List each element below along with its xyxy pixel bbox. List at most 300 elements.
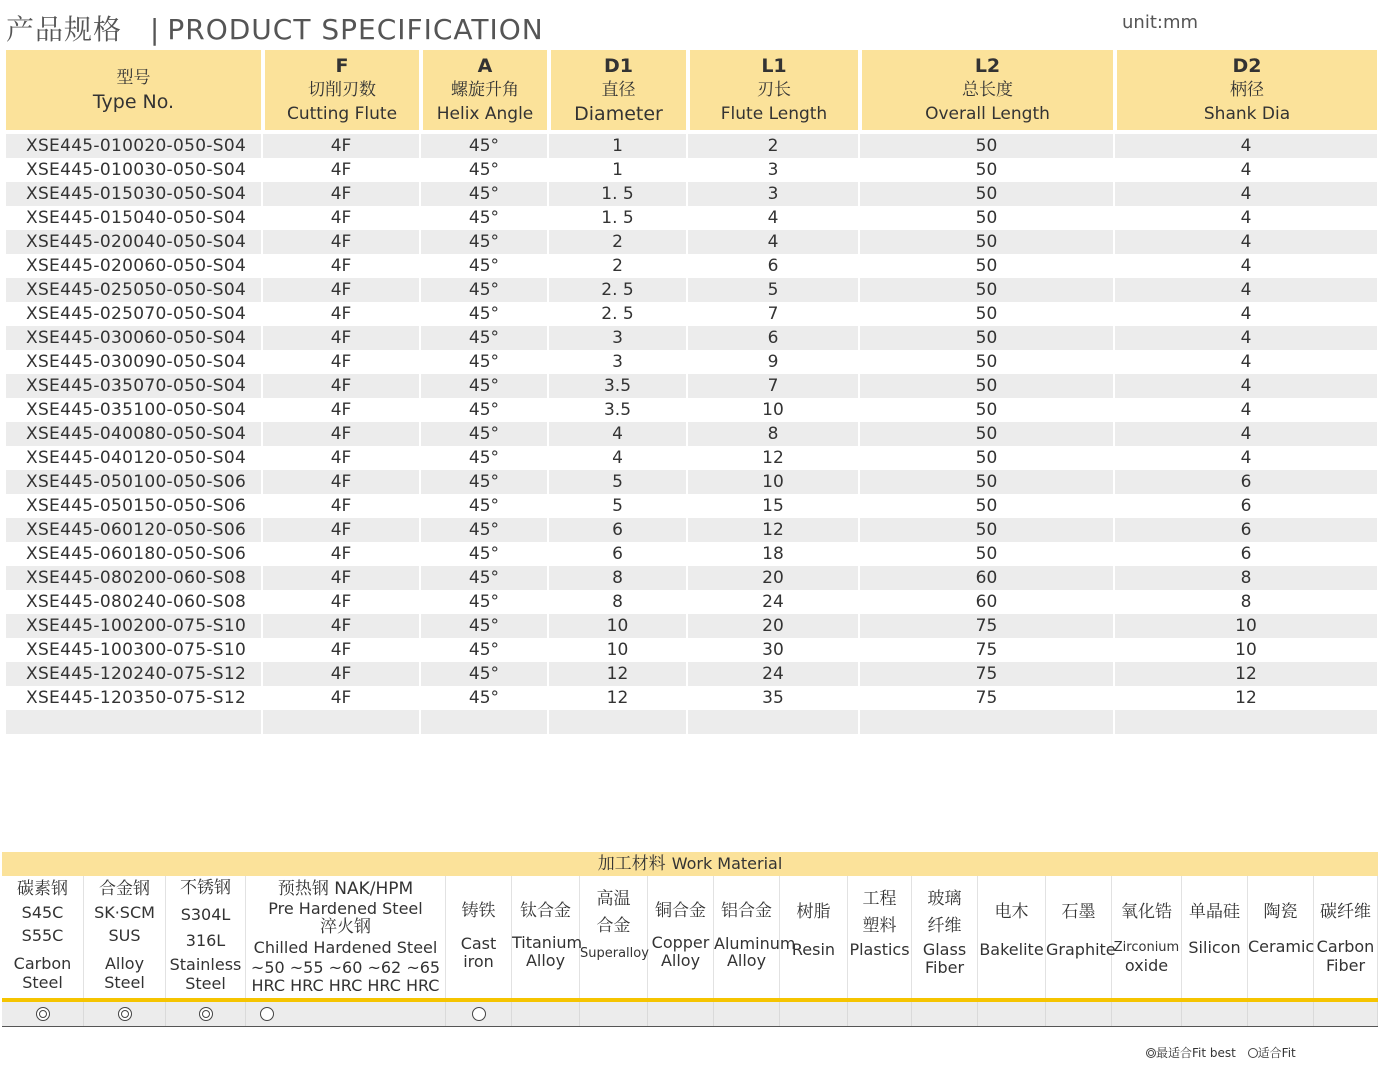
- work-material-grid: [2, 876, 1378, 998]
- table-cell: XSE445-020040-050-S04: [6, 230, 261, 254]
- table-row: [6, 542, 1377, 566]
- table-cell: 12: [1113, 686, 1377, 710]
- work-material-label: 纤维: [927, 916, 962, 936]
- work-material-column: [978, 876, 1046, 998]
- table-cell: XSE445-080240-060-S08: [6, 590, 261, 614]
- work-material-column: [246, 876, 446, 998]
- work-material-label: Chilled Hardened Steel: [253, 938, 438, 957]
- work-material-label: Copper: [651, 933, 710, 952]
- table-cell: 10: [1113, 614, 1377, 638]
- table-row: [6, 350, 1377, 374]
- title-en: PRODUCT SPECIFICATION: [167, 13, 544, 46]
- header-flute-length: [686, 50, 858, 130]
- work-material-label: 高温: [596, 889, 631, 909]
- work-material-label: Plastics: [849, 940, 910, 959]
- suitability-cell: [84, 1002, 166, 1026]
- table-cell: 6: [1113, 470, 1377, 494]
- table-cell: 4F: [261, 422, 419, 446]
- work-material-label: 工程: [862, 889, 897, 909]
- table-cell: 4F: [261, 182, 419, 206]
- table-row: [6, 302, 1377, 326]
- table-cell: 4F: [261, 350, 419, 374]
- table-cell: 50: [858, 446, 1113, 470]
- suitability-cell: [2, 1002, 84, 1026]
- table-cell: 2: [686, 134, 858, 158]
- table-cell: 35: [686, 686, 858, 710]
- header-en: Cutting Flute: [286, 104, 398, 124]
- table-cell: 12: [547, 686, 686, 710]
- work-material-label: iron: [463, 952, 494, 971]
- table-cell: XSE445-120350-075-S12: [6, 686, 261, 710]
- table-cell: 3: [547, 326, 686, 350]
- table-cell: 50: [858, 230, 1113, 254]
- table-cell: 4: [1113, 182, 1377, 206]
- table-cell: XSE445-100200-075-S10: [6, 614, 261, 638]
- header-en: Overall Length: [925, 104, 1050, 124]
- work-material-label: 石墨: [1061, 902, 1096, 922]
- suitability-cell: [512, 1002, 580, 1026]
- table-cell: [261, 710, 419, 734]
- table-cell: 4F: [261, 494, 419, 518]
- table-row: [6, 422, 1377, 446]
- header-zh: 型号: [116, 68, 151, 88]
- work-material-label: 合金钢: [99, 879, 150, 899]
- table-cell: 6: [547, 542, 686, 566]
- work-material-label: Carbon: [13, 954, 72, 973]
- header-en: Shank Dia: [1203, 104, 1291, 124]
- table-cell: 45°: [419, 350, 547, 374]
- table-cell: 45°: [419, 566, 547, 590]
- table-cell: 45°: [419, 326, 547, 350]
- header-shank-dia: [1113, 50, 1377, 130]
- table-cell: 10: [686, 470, 858, 494]
- suitability-cell: [1112, 1002, 1182, 1026]
- work-material-label: Fiber: [924, 958, 965, 977]
- work-material-suitability-row: [2, 1002, 1378, 1027]
- table-cell: 24: [686, 662, 858, 686]
- table-cell: 50: [858, 182, 1113, 206]
- unit-label: unit:mm: [1122, 12, 1199, 33]
- suitability-cell: [912, 1002, 978, 1026]
- table-cell: 4: [1113, 374, 1377, 398]
- work-material-label: Steel: [104, 973, 145, 992]
- page-title: [6, 8, 544, 48]
- table-row: [6, 614, 1377, 638]
- table-cell: 45°: [419, 662, 547, 686]
- table-cell: XSE445-040080-050-S04: [6, 422, 261, 446]
- table-cell: 45°: [419, 542, 547, 566]
- fit-best-icon: [118, 1007, 132, 1021]
- table-cell: 50: [858, 374, 1113, 398]
- table-cell: XSE445-025070-050-S04: [6, 302, 261, 326]
- table-cell: 4F: [261, 614, 419, 638]
- table-cell: 6: [547, 518, 686, 542]
- table-cell: 45°: [419, 686, 547, 710]
- table-cell: [1113, 710, 1377, 734]
- work-material-label: Alloy: [104, 954, 145, 973]
- work-material-column: [1182, 876, 1248, 998]
- suitability-cell: [1182, 1002, 1248, 1026]
- table-cell: XSE445-025050-050-S04: [6, 278, 261, 302]
- table-cell: XSE445-010030-050-S04: [6, 158, 261, 182]
- table-cell: 45°: [419, 182, 547, 206]
- table-cell: 4F: [261, 326, 419, 350]
- work-material-label: ~50 ~55 ~60 ~62 ~65: [250, 958, 441, 977]
- table-row: [6, 518, 1377, 542]
- table-row: [6, 686, 1377, 710]
- table-cell: 45°: [419, 230, 547, 254]
- table-cell: 1. 5: [547, 182, 686, 206]
- work-material-column: [166, 876, 246, 998]
- table-cell: 75: [858, 614, 1113, 638]
- work-material-label: Carbon: [1316, 937, 1375, 956]
- table-row: [6, 398, 1377, 422]
- work-material-label: SUS: [108, 926, 141, 945]
- header-en: Helix Angle: [436, 104, 534, 124]
- table-cell: 2: [547, 230, 686, 254]
- header-zh: 刃长: [757, 80, 791, 100]
- table-cell: 8: [1113, 566, 1377, 590]
- work-material-label: 玻璃: [927, 889, 962, 909]
- table-cell: 3: [686, 158, 858, 182]
- table-row: [6, 374, 1377, 398]
- table-cell: 4F: [261, 542, 419, 566]
- work-material-bar: [2, 852, 1378, 876]
- work-material-label: Superalloy: [580, 946, 649, 961]
- work-material-label: oxide: [1124, 956, 1169, 975]
- table-row: [6, 590, 1377, 614]
- work-material-label: 316L: [185, 931, 226, 950]
- table-row: [6, 230, 1377, 254]
- table-cell: 4F: [261, 446, 419, 470]
- table-cell: 4: [1113, 326, 1377, 350]
- table-cell: 45°: [419, 590, 547, 614]
- table-cell: 75: [858, 662, 1113, 686]
- table-cell: 4: [1113, 134, 1377, 158]
- work-material-label: 铜合金: [655, 901, 706, 921]
- work-material-label: S45C: [21, 903, 64, 922]
- table-cell: 10: [547, 638, 686, 662]
- table-cell: 75: [858, 686, 1113, 710]
- table-cell: 4: [1113, 422, 1377, 446]
- table-cell: 50: [858, 494, 1113, 518]
- work-material-label: Fiber: [1325, 956, 1366, 975]
- table-cell: 4F: [261, 278, 419, 302]
- header-en: Diameter: [574, 103, 663, 125]
- table-cell: 7: [686, 302, 858, 326]
- work-material-label: 氧化锆: [1121, 902, 1172, 922]
- work-material-column: [848, 876, 912, 998]
- table-cell: 1: [547, 158, 686, 182]
- work-material-column: [446, 876, 512, 998]
- work-material-label: Titanium: [512, 933, 583, 952]
- work-material-label: S55C: [21, 926, 64, 945]
- header-code: F: [335, 55, 349, 77]
- work-material-label: 单晶硅: [1189, 902, 1240, 922]
- table-cell: 60: [858, 566, 1113, 590]
- work-material-label: 铸铁: [461, 901, 496, 921]
- table-cell: XSE445-060180-050-S06: [6, 542, 261, 566]
- table-cell: 30: [686, 638, 858, 662]
- table-cell: 4F: [261, 686, 419, 710]
- suitability-cell: [580, 1002, 648, 1026]
- table-cell: 3.5: [547, 398, 686, 422]
- table-cell: 3: [686, 182, 858, 206]
- header-type-no: [6, 50, 261, 130]
- suitability-cell: [1046, 1002, 1112, 1026]
- table-cell: 45°: [419, 374, 547, 398]
- work-material-label: HRC HRC HRC HRC HRC: [251, 976, 440, 995]
- work-material-label: 树脂: [796, 902, 831, 922]
- suitability-cell: [246, 1002, 446, 1026]
- work-material-label: Alloy: [525, 951, 566, 970]
- table-cell: 24: [686, 590, 858, 614]
- title-zh: 产品规格: [6, 13, 123, 46]
- work-material-column: [512, 876, 583, 998]
- table-cell: 4F: [261, 566, 419, 590]
- table-cell: 45°: [419, 446, 547, 470]
- table-cell: 12: [686, 446, 858, 470]
- table-cell: 45°: [419, 470, 547, 494]
- table-cell: XSE445-040120-050-S04: [6, 446, 261, 470]
- table-cell: XSE445-035100-050-S04: [6, 398, 261, 422]
- work-material-label: 电木: [994, 902, 1029, 922]
- table-cell: 20: [686, 614, 858, 638]
- table-cell: XSE445-050150-050-S06: [6, 494, 261, 518]
- table-cell: 8: [547, 590, 686, 614]
- table-cell: 45°: [419, 254, 547, 278]
- table-cell: 4F: [261, 302, 419, 326]
- table-cell: 8: [686, 422, 858, 446]
- header-zh: 螺旋升角: [451, 80, 519, 100]
- suitability-cell: [978, 1002, 1046, 1026]
- header-code: D2: [1232, 55, 1262, 77]
- work-material-label: Steel: [185, 974, 226, 993]
- table-cell: 45°: [419, 638, 547, 662]
- suitability-cell: [1248, 1002, 1314, 1026]
- table-cell: 60: [858, 590, 1113, 614]
- table-cell: 1: [547, 134, 686, 158]
- work-material-label: S304L: [180, 905, 231, 924]
- suitability-cell: [648, 1002, 714, 1026]
- work-material-column: [580, 876, 648, 998]
- suitability-cell: [166, 1002, 246, 1026]
- table-row: [6, 326, 1377, 350]
- table-cell: 50: [858, 398, 1113, 422]
- table-cell: 4: [686, 230, 858, 254]
- work-material-label: Ceramic: [1248, 937, 1315, 956]
- work-material-column: [2, 876, 84, 998]
- suitability-legend: [1146, 1044, 1296, 1061]
- table-cell: 6: [686, 326, 858, 350]
- table-cell: [686, 710, 858, 734]
- table-cell: [547, 710, 686, 734]
- suitability-cell: [848, 1002, 912, 1026]
- table-cell: 4F: [261, 134, 419, 158]
- table-cell: 3.5: [547, 374, 686, 398]
- header-overall-length: [858, 50, 1113, 130]
- fit-best-icon: [1146, 1048, 1156, 1058]
- header-cutting-flute: [261, 50, 419, 130]
- work-material-column: [912, 876, 978, 998]
- table-cell: 12: [686, 518, 858, 542]
- table-cell: 45°: [419, 614, 547, 638]
- table-row: [6, 446, 1377, 470]
- table-cell: 50: [858, 518, 1113, 542]
- table-cell: 45°: [419, 494, 547, 518]
- header-zh: 柄径: [1230, 80, 1264, 100]
- table-cell: XSE445-030060-050-S04: [6, 326, 261, 350]
- header-en: Type No.: [92, 91, 175, 113]
- table-row: [6, 638, 1377, 662]
- table-cell: 4: [1113, 350, 1377, 374]
- table-row: [6, 206, 1377, 230]
- work-material-label: 碳纤维: [1320, 902, 1371, 922]
- table-cell: [858, 710, 1113, 734]
- table-cell: [419, 710, 547, 734]
- table-cell: 4F: [261, 398, 419, 422]
- fit-icon: [472, 1007, 486, 1021]
- suitability-cell: [780, 1002, 848, 1026]
- table-cell: 5: [686, 278, 858, 302]
- table-cell: 50: [858, 542, 1113, 566]
- header-code: L1: [761, 55, 787, 77]
- work-material-column: [648, 876, 714, 998]
- work-material-label: 淬火钢: [320, 917, 371, 937]
- table-cell: 12: [1113, 662, 1377, 686]
- work-material-label: 合金: [596, 916, 631, 936]
- table-cell: 4F: [261, 254, 419, 278]
- table-cell: 4F: [261, 206, 419, 230]
- header-diameter: [547, 50, 686, 130]
- table-cell: 50: [858, 134, 1113, 158]
- table-row: [6, 710, 1377, 734]
- work-material-label: Cast: [460, 934, 497, 953]
- header-en: Flute Length: [720, 104, 828, 124]
- table-cell: 4F: [261, 470, 419, 494]
- table-cell: 5: [547, 494, 686, 518]
- table-cell: 4: [1113, 254, 1377, 278]
- work-material-label: Alloy: [726, 951, 767, 970]
- work-material-label: 钛合金: [520, 901, 571, 921]
- table-cell: 4: [1113, 302, 1377, 326]
- table-cell: XSE445-015030-050-S04: [6, 182, 261, 206]
- table-cell: 45°: [419, 158, 547, 182]
- table-cell: 45°: [419, 134, 547, 158]
- table-cell: 45°: [419, 398, 547, 422]
- work-material-label: 碳素钢: [17, 879, 68, 899]
- table-row: [6, 182, 1377, 206]
- fit-best-icon: [199, 1007, 213, 1021]
- table-cell: 4: [1113, 446, 1377, 470]
- spec-table-body: [6, 130, 1377, 734]
- work-material-column: [1248, 876, 1314, 998]
- header-code: L2: [974, 55, 1001, 77]
- suitability-cell: [714, 1002, 780, 1026]
- table-cell: [6, 710, 261, 734]
- table-cell: XSE445-035070-050-S04: [6, 374, 261, 398]
- table-cell: 3: [547, 350, 686, 374]
- work-material-label: Bakelite: [979, 940, 1044, 959]
- table-cell: 9: [686, 350, 858, 374]
- table-cell: 50: [858, 302, 1113, 326]
- table-cell: 18: [686, 542, 858, 566]
- table-cell: XSE445-120240-075-S12: [6, 662, 261, 686]
- table-cell: 4F: [261, 590, 419, 614]
- work-material-column: [714, 876, 796, 998]
- header-code: D1: [604, 55, 633, 77]
- table-cell: 50: [858, 158, 1113, 182]
- fit-icon: [1248, 1048, 1258, 1058]
- header-helix-angle: [419, 50, 547, 130]
- header-zh: 总长度: [962, 80, 1013, 100]
- table-cell: 1. 5: [547, 206, 686, 230]
- table-cell: 15: [686, 494, 858, 518]
- table-cell: 10: [547, 614, 686, 638]
- table-cell: XSE445-050100-050-S06: [6, 470, 261, 494]
- table-cell: 6: [686, 254, 858, 278]
- work-material-label: Pre Hardened Steel: [268, 899, 423, 918]
- work-material-column: [780, 876, 848, 998]
- table-cell: 45°: [419, 302, 547, 326]
- work-material-column: [1046, 876, 1116, 998]
- work-material-label: Resin: [791, 940, 836, 959]
- header-code: A: [477, 55, 493, 77]
- work-material-label: 不锈钢: [180, 878, 231, 898]
- table-cell: 50: [858, 470, 1113, 494]
- table-cell: 4F: [261, 374, 419, 398]
- table-cell: XSE445-100300-075-S10: [6, 638, 261, 662]
- suitability-cell: [446, 1002, 512, 1026]
- table-row: [6, 566, 1377, 590]
- table-cell: XSE445-020060-050-S04: [6, 254, 261, 278]
- spec-header-row: [6, 50, 1377, 130]
- legend-fit-label: 适合Fit: [1257, 1046, 1296, 1060]
- table-cell: 4: [686, 206, 858, 230]
- work-material-label: 陶瓷: [1263, 902, 1298, 922]
- table-cell: XSE445-010020-050-S04: [6, 134, 261, 158]
- table-cell: 2: [547, 254, 686, 278]
- work-material-label: Zirconium: [1113, 940, 1180, 955]
- work-material-label: Stainless: [169, 955, 242, 974]
- table-cell: 50: [858, 422, 1113, 446]
- table-cell: 4: [547, 446, 686, 470]
- table-cell: 45°: [419, 278, 547, 302]
- fit-icon: [260, 1007, 274, 1021]
- table-cell: 4: [1113, 230, 1377, 254]
- table-cell: 8: [547, 566, 686, 590]
- work-material-title-en: Work Material: [671, 854, 783, 873]
- table-cell: 4: [1113, 158, 1377, 182]
- table-cell: 45°: [419, 206, 547, 230]
- table-cell: 4: [1113, 278, 1377, 302]
- work-material-label: Glass: [922, 940, 967, 959]
- work-material-label: Alloy: [660, 951, 701, 970]
- table-cell: 4F: [261, 518, 419, 542]
- work-material-column: [1314, 876, 1378, 998]
- table-row: [6, 470, 1377, 494]
- work-material-label: 铝合金: [721, 901, 772, 921]
- table-row: [6, 134, 1377, 158]
- work-material-column: [84, 876, 166, 998]
- fit-best-icon: [36, 1007, 50, 1021]
- table-cell: 6: [1113, 542, 1377, 566]
- spec-table: [6, 50, 1377, 734]
- table-cell: 4F: [261, 230, 419, 254]
- table-cell: 50: [858, 206, 1113, 230]
- table-row: [6, 494, 1377, 518]
- table-row: [6, 158, 1377, 182]
